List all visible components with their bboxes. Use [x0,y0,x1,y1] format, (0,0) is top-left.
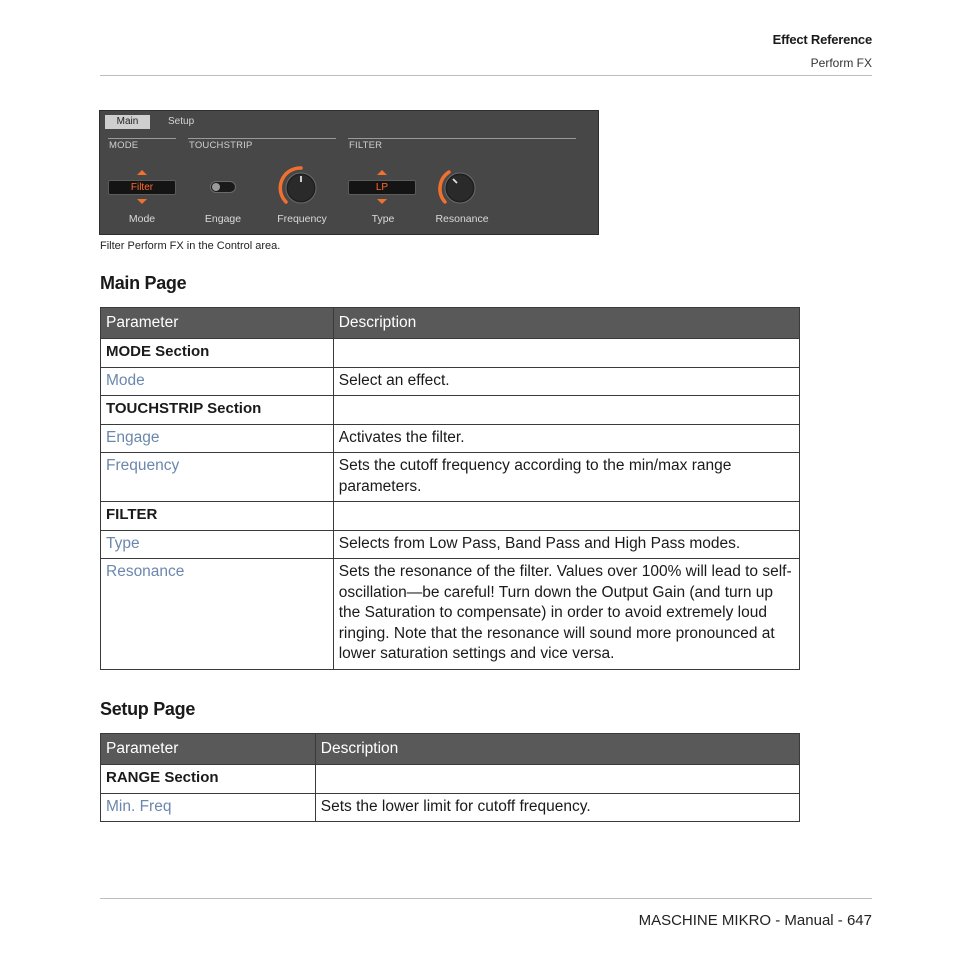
tab-main[interactable]: Main [105,115,150,129]
table-row [101,502,800,531]
filter-section-label: FILTER [349,140,383,151]
engage-label: Engage [204,213,242,225]
mode-down-arrow-icon[interactable] [137,199,147,204]
header-rule [100,75,872,76]
mode-section-rule [108,138,176,139]
figure-caption: Filter Perform FX in the Control area. [100,240,281,252]
parameter-link[interactable]: Frequency [101,453,334,502]
column-header: Description [333,308,799,339]
footer-page-info: MASCHINE MIKRO - Manual - 647 [638,912,872,929]
column-header: Parameter [101,308,334,339]
main-page-table [100,307,800,670]
engage-toggle[interactable] [210,181,236,193]
table-row [101,793,800,822]
section-cell: TOUCHSTRIP Section [101,396,334,425]
table-row [101,339,800,368]
footer-rule [100,898,872,899]
column-header: Parameter [101,734,316,765]
table-row [101,367,800,396]
header-subtitle: Perform FX [810,56,872,70]
description-cell [333,502,799,531]
section-cell: MODE Section [101,339,334,368]
table-row [101,559,800,670]
table-header-row [101,734,800,765]
toggle-thumb [212,183,220,191]
column-header: Description [315,734,799,765]
description-cell: Sets the cutoff frequency according to the min/max range parameters. [333,453,799,502]
description-cell: Select an effect. [333,367,799,396]
touchstrip-section-rule [188,138,336,139]
header-title: Effect Reference [772,32,872,47]
description-cell [333,339,799,368]
table-row [101,765,800,794]
mode-label: Mode [128,213,156,225]
description-cell: Activates the filter. [333,424,799,453]
parameter-link[interactable]: Engage [101,424,334,453]
table-header-row [101,308,800,339]
main-page-heading: Main Page [100,273,187,293]
tab-setup[interactable]: Setup [168,116,195,127]
type-label: Type [371,213,395,225]
resonance-knob[interactable] [435,163,485,209]
description-cell: Sets the resonance of the filter. Values over 100% will lead to self-oscillation—be careful! Turn down the Output Gain (and turn up the Saturation to compensate) in order to avoid extremely loud ringing. Note that the resonance will sound more pronounced at lower saturation settings and vice versa. [333,559,799,670]
type-up-arrow-icon[interactable] [377,170,387,175]
setup-page-table [100,733,800,822]
parameter-link[interactable]: Min. Freq [101,793,316,822]
table-row [101,396,800,425]
description-cell [315,765,799,794]
description-cell: Sets the lower limit for cutoff frequency. [315,793,799,822]
type-down-arrow-icon[interactable] [377,199,387,204]
setup-page-heading: Setup Page [100,699,196,719]
parameter-link[interactable]: Type [101,530,334,559]
description-cell: Selects from Low Pass, Band Pass and High Pass modes. [333,530,799,559]
touchstrip-section-label: TOUCHSTRIP [189,140,253,151]
section-cell: RANGE Section [101,765,316,794]
table-row [101,453,800,502]
section-cell: FILTER [101,502,334,531]
mode-selector[interactable]: Filter [108,180,176,195]
mode-up-arrow-icon[interactable] [137,170,147,175]
mode-section-label: MODE [109,140,139,151]
resonance-label: Resonance [435,213,489,225]
parameter-link[interactable]: Resonance [101,559,334,670]
description-cell [333,396,799,425]
type-selector[interactable]: LP [348,180,416,195]
parameter-link[interactable]: Mode [101,367,334,396]
filter-section-rule [348,138,576,139]
filter-control-panel [99,110,599,235]
table-row [101,530,800,559]
frequency-label: Frequency [277,213,327,225]
frequency-knob[interactable] [276,163,326,209]
table-row [101,424,800,453]
